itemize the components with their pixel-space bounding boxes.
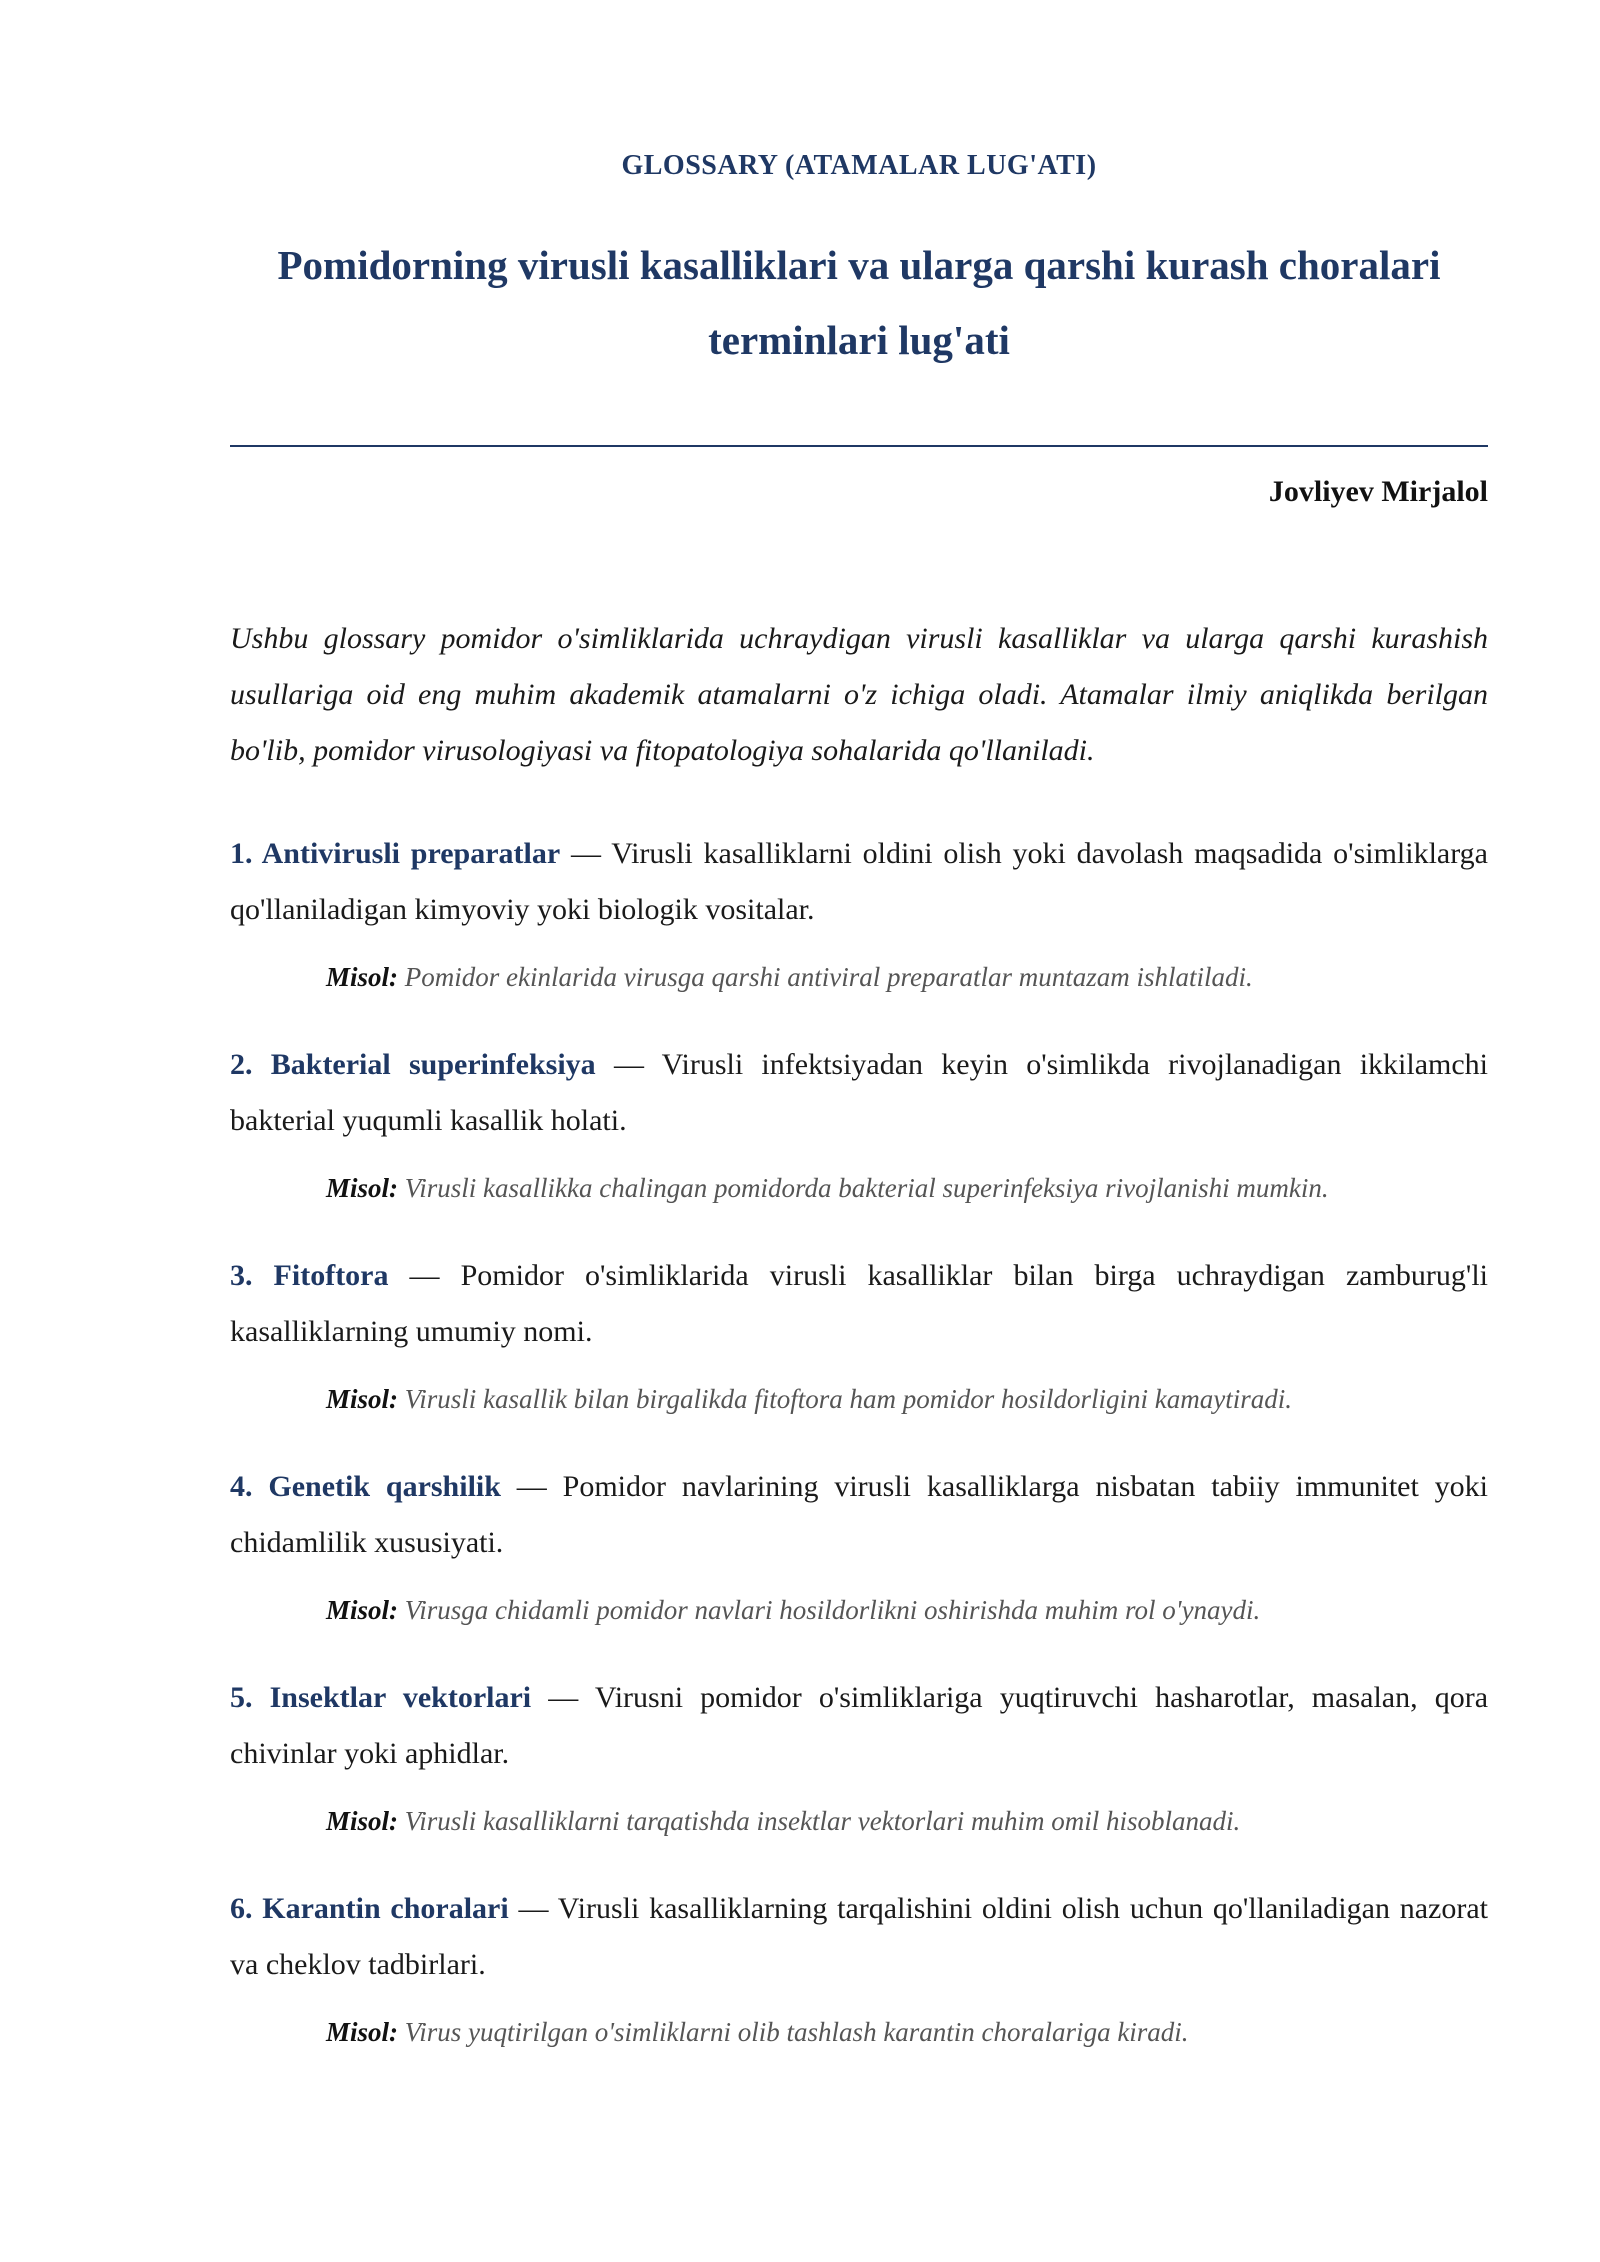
example-text: Virusli kasallikka chalingan pomidorda bakterial superinfeksiya rivojlanishi mumkin. — [404, 1173, 1329, 1203]
example-text: Virusga chidamli pomidor navlari hosildorlikni oshirishda muhim rol o'ynaydi. — [404, 1595, 1261, 1625]
example-text: Pomidor ekinlarida virusga qarshi antiviral preparatlar muntazam ishlatiladi. — [404, 962, 1253, 992]
glossary-entry — [230, 1670, 1488, 1881]
entry-term: 1. Antivirusli preparatlar — [230, 837, 561, 870]
example-label: Misol: — [326, 1595, 399, 1625]
entry-definition-line — [230, 1248, 1488, 1360]
glossary-entry — [230, 1248, 1488, 1459]
title-divider — [230, 445, 1488, 447]
example-label: Misol: — [326, 1173, 399, 1203]
example-text: Virusli kasallik bilan birgalikda fitoftora ham pomidor hosildorligini kamaytiradi. — [404, 1384, 1293, 1414]
example-label: Misol: — [326, 1384, 399, 1414]
entry-dash: — — [548, 1681, 579, 1714]
example-label: Misol: — [326, 2017, 399, 2047]
entry-definition-line — [230, 1459, 1488, 1571]
example-label: Misol: — [326, 962, 399, 992]
entry-example — [326, 959, 1253, 995]
glossary-entry — [230, 1037, 1488, 1248]
entry-dash: — — [516, 1470, 547, 1503]
entry-example — [326, 1592, 1260, 1628]
page-title: Pomidorning virusli kasalliklari va ularga qarshi kurash choralari terminlari lug'ati — [277, 242, 1441, 363]
glossary-entries — [230, 826, 1488, 2092]
entry-definition: Pomidor navlarining virusli kasalliklarga nisbatan tabiiy immunitet yoki chidamlilik xususiyati. — [230, 1470, 1488, 1559]
entry-term: 2. Bakterial superinfeksiya — [230, 1048, 596, 1081]
entry-dash: — — [409, 1259, 440, 1292]
entry-dash: — — [570, 837, 601, 870]
entry-example — [326, 1803, 1240, 1839]
entry-definition-line — [230, 1881, 1488, 1993]
entry-definition-line — [230, 826, 1488, 938]
glossary-overline: GLOSSARY (ATAMALAR LUG'ATI) — [621, 150, 1097, 181]
entry-term: 3. Fitoftora — [230, 1259, 389, 1292]
glossary-entry — [230, 1459, 1488, 1670]
entry-definition-line — [230, 1670, 1488, 1782]
entry-dash: — — [613, 1048, 644, 1081]
example-text: Virus yuqtirilgan o'simliklarni olib tashlash karantin choralariga kiradi. — [404, 2017, 1189, 2047]
entry-definition: Pomidor o'simliklarida virusli kasalliklar bilan birga uchraydigan zamburug'li kasalliklarning umumiy nomi. — [230, 1259, 1488, 1348]
author-name: Jovliyev Mirjalol — [1268, 475, 1488, 508]
entry-example — [326, 2014, 1189, 2050]
entry-term: 4. Genetik qarshilik — [230, 1470, 501, 1503]
entry-example — [326, 1170, 1329, 1206]
example-text: Virusli kasalliklarni tarqatishda insektlar vektorlari muhim omil hisoblanadi. — [404, 1806, 1241, 1836]
glossary-entry — [230, 826, 1488, 1037]
glossary-entry — [230, 1881, 1488, 2092]
entry-definition-line — [230, 1037, 1488, 1149]
example-label: Misol: — [326, 1806, 399, 1836]
entry-dash: — — [518, 1892, 549, 1925]
entry-definition: Virusni pomidor o'simliklariga yuqtiruvchi hasharotlar, masalan, qora chivinlar yoki aphidlar. — [230, 1681, 1489, 1770]
entry-definition: Virusli kasalliklarning tarqalishini oldini olish uchun qo'llaniladigan nazorat va cheklov tadbirlari. — [230, 1892, 1488, 1981]
entry-definition: Virusli kasalliklarni oldini olish yoki davolash maqsadida o'simliklarga qo'llaniladigan kimyoviy yoki biologik vositalar. — [230, 837, 1488, 926]
entry-definition: Virusli infektsiyadan keyin o'simlikda rivojlanadigan ikkilamchi bakterial yuqumli kasallik holati. — [230, 1048, 1489, 1137]
entry-example — [326, 1381, 1292, 1417]
intro-paragraph: Ushbu glossary pomidor o'simliklarida uchraydigan virusli kasalliklar va ularga qarshi kurashish usullariga oid eng muhim akademik atamalarni o'z ichiga oladi. Atamalar ilmiy aniqlikda berilgan bo'lib, pomidor virusologiyasi va fitopatologiya sohalarida qo'llaniladi. — [230, 622, 1488, 767]
entry-term: 6. Karantin choralari — [230, 1892, 509, 1925]
entry-term: 5. Insektlar vektorlari — [230, 1681, 532, 1714]
